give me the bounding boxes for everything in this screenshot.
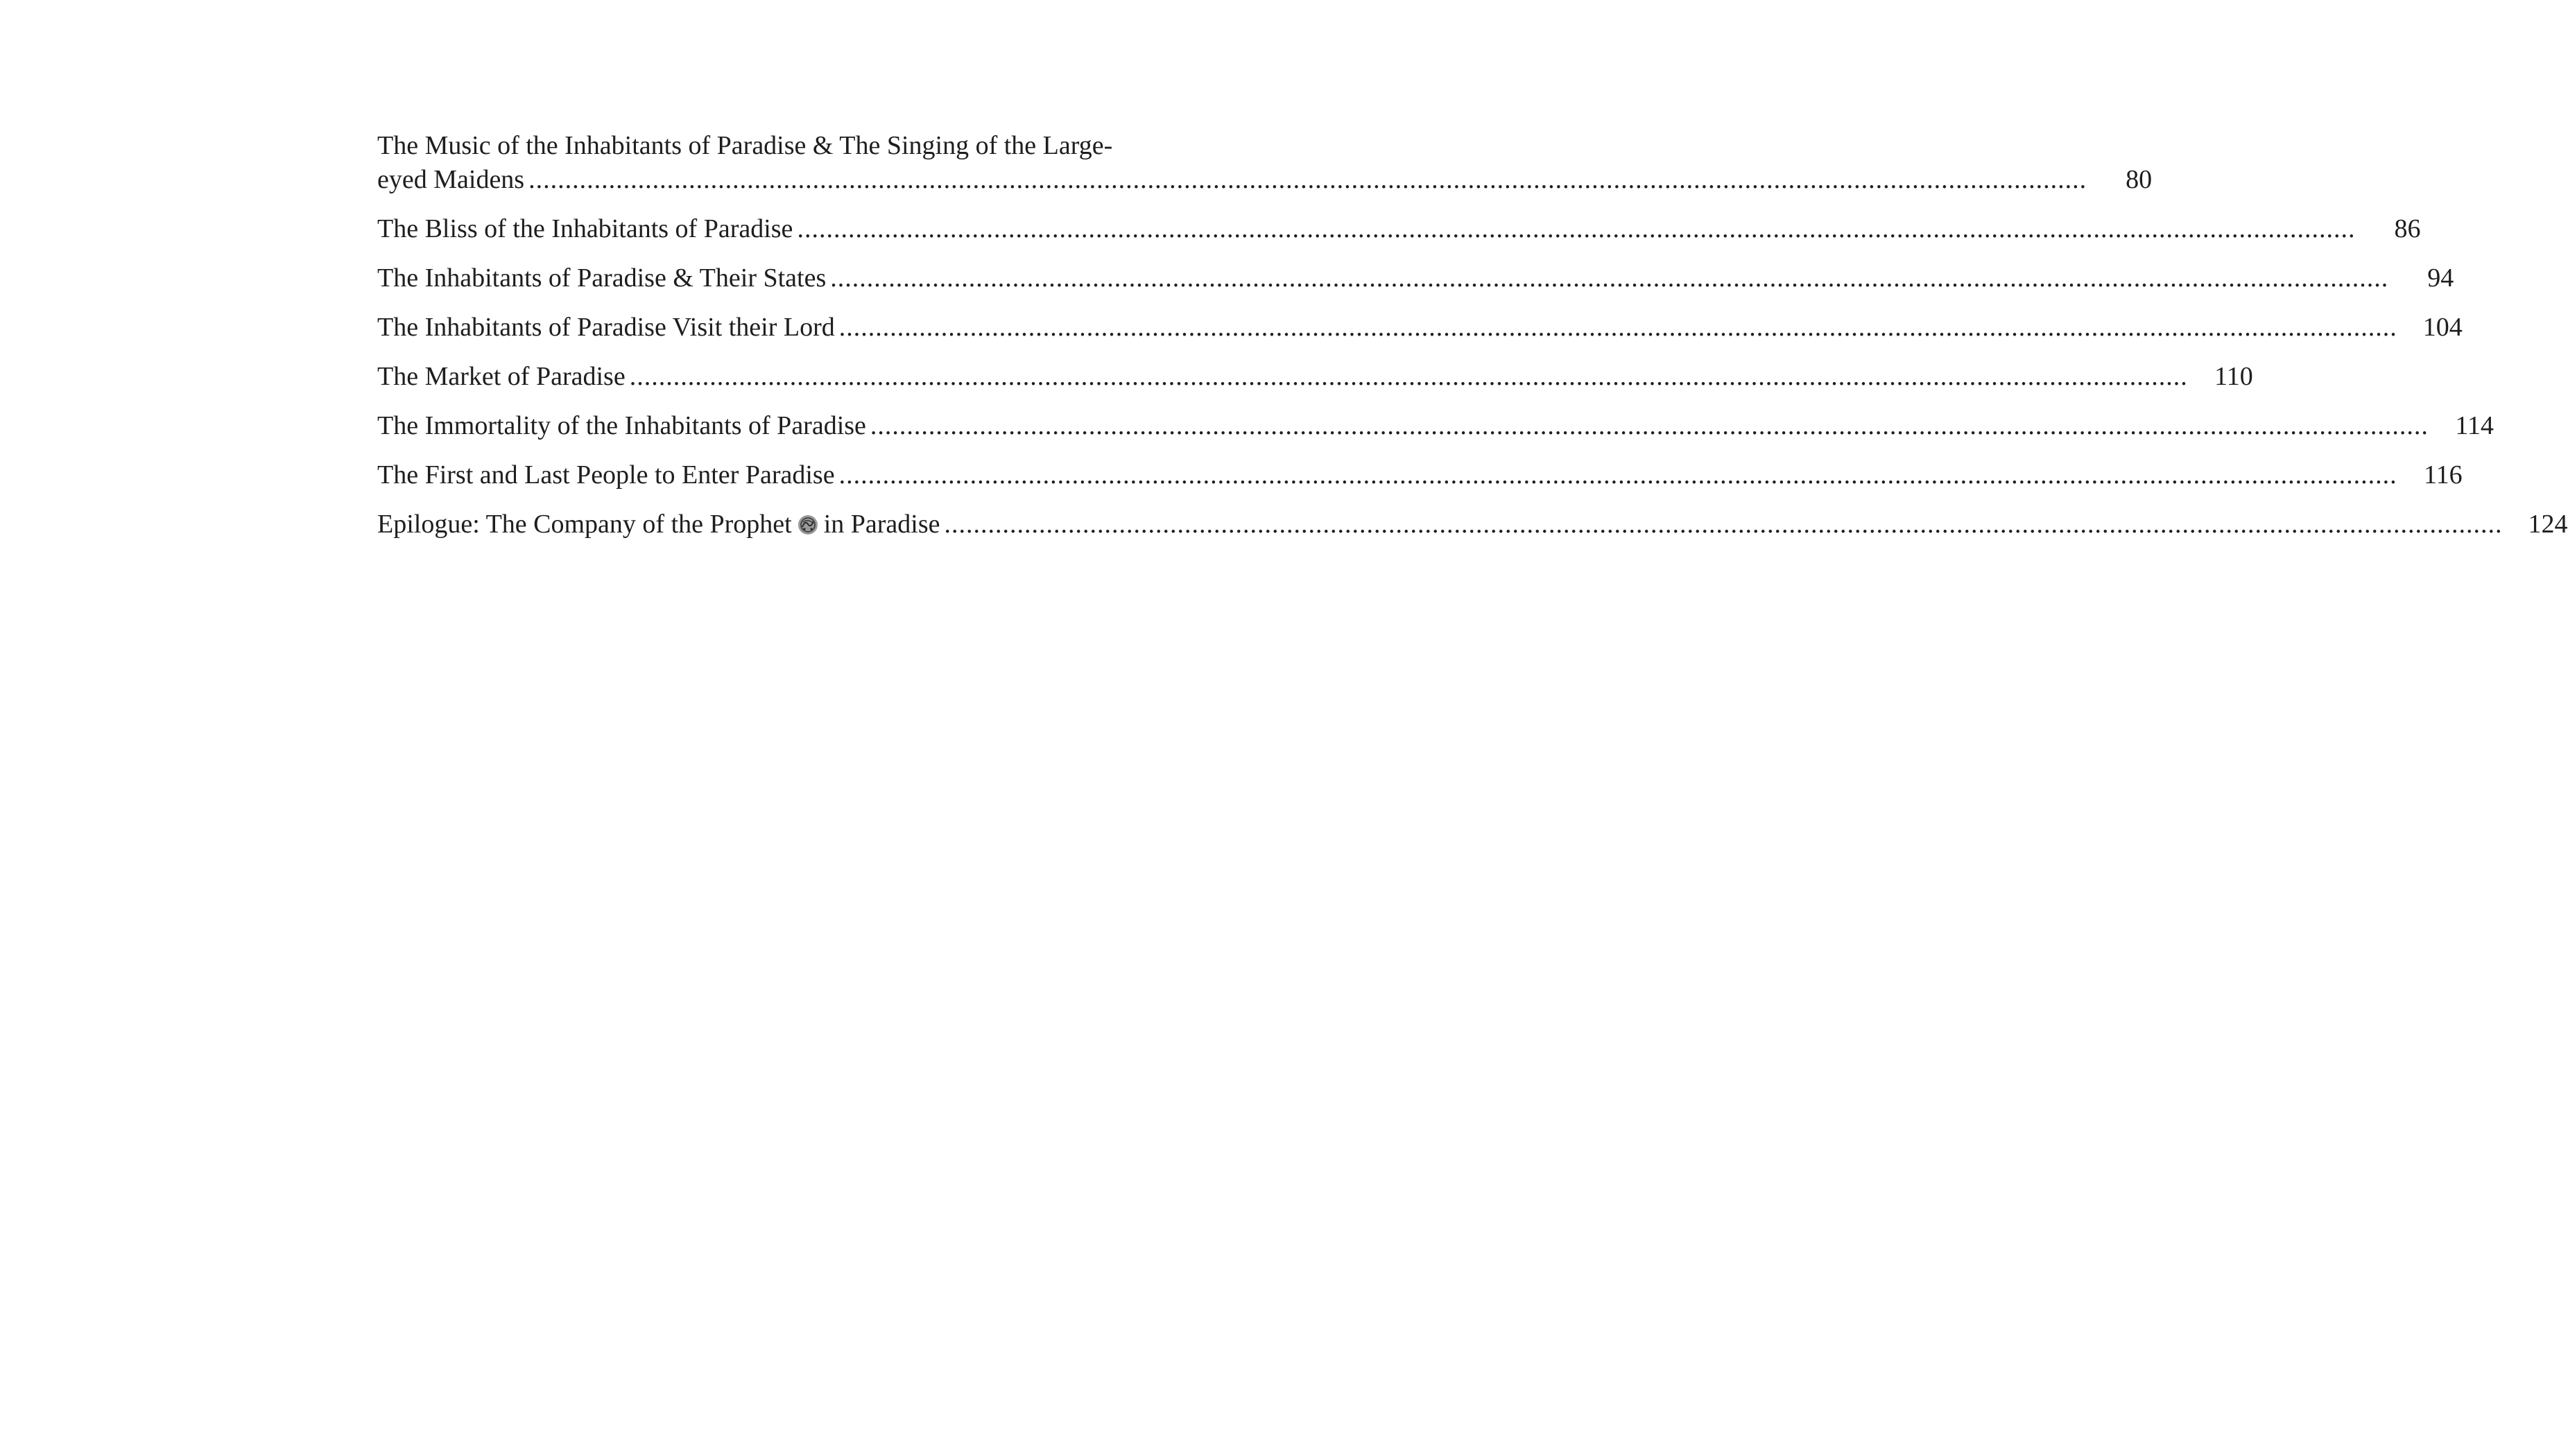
dot-leader: ...................................................................................................................................................................................................................... — [838, 460, 2397, 489]
toc-entry-title-part-1: Epilogue: The Company of the Prophet — [377, 510, 792, 539]
toc-entry-title: The Market of Paradise — [377, 362, 626, 391]
toc-entry-title: The Immortality of the Inhabitants of Paradise — [377, 411, 866, 440]
toc-entry-title-part-2: in Paradise — [823, 510, 940, 539]
toc-entry-epilogue[interactable] — [377, 508, 2568, 541]
table-of-contents — [377, 129, 2568, 557]
toc-page-number: 104 — [2422, 313, 2463, 342]
toc-entry-title: The First and Last People to Enter Paradise — [377, 460, 835, 489]
toc-page-number: 86 — [2394, 214, 2421, 243]
toc-entry-visit-lord[interactable] — [377, 311, 2463, 345]
dot-leader: ...................................................................................................................................................................................................................... — [797, 214, 2356, 243]
toc-entry-title: The Inhabitants of Paradise & Their States — [377, 263, 827, 293]
toc-entry-title-line-1: The Music of the Inhabitants of Paradise & The Singing of the Large- — [377, 131, 1113, 160]
dot-leader: ...................................................................................................................................................................................................................... — [944, 510, 2503, 539]
dot-leader: ...................................................................................................................................................................................................................... — [830, 263, 2389, 293]
dot-leader: ...................................................................................................................................................................................................................... — [870, 411, 2429, 440]
toc-page-number: 80 — [2126, 165, 2153, 194]
toc-page-number: 110 — [2214, 362, 2253, 391]
toc-entry-title: The Bliss of the Inhabitants of Paradise — [377, 214, 793, 243]
dot-leader: ...................................................................................................................................................................................................................... — [838, 313, 2397, 342]
toc-entry-title: The Inhabitants of Paradise Visit their Lord — [377, 313, 835, 342]
dot-leader: ...................................................................................................................................................................................................................... — [528, 165, 2087, 194]
toc-entry-first-and-last[interactable] — [377, 458, 2463, 492]
toc-entry-bliss[interactable] — [377, 212, 2421, 246]
toc-entry-immortality[interactable] — [377, 409, 2494, 443]
toc-entry-market[interactable] — [377, 360, 2253, 394]
salutation-seal-icon — [796, 513, 820, 537]
toc-entry-music[interactable] — [377, 129, 2153, 197]
toc-page-number: 114 — [2455, 411, 2494, 440]
toc-page-number: 116 — [2423, 460, 2463, 489]
toc-entry-title — [377, 508, 940, 541]
toc-entry-title-line-2: eyed Maidens — [377, 165, 525, 194]
toc-page-number: 124 — [2528, 510, 2568, 539]
dot-leader: ...................................................................................................................................................................................................................... — [629, 362, 2188, 391]
toc-entry-states[interactable] — [377, 261, 2454, 295]
toc-page-number: 94 — [2427, 263, 2454, 293]
